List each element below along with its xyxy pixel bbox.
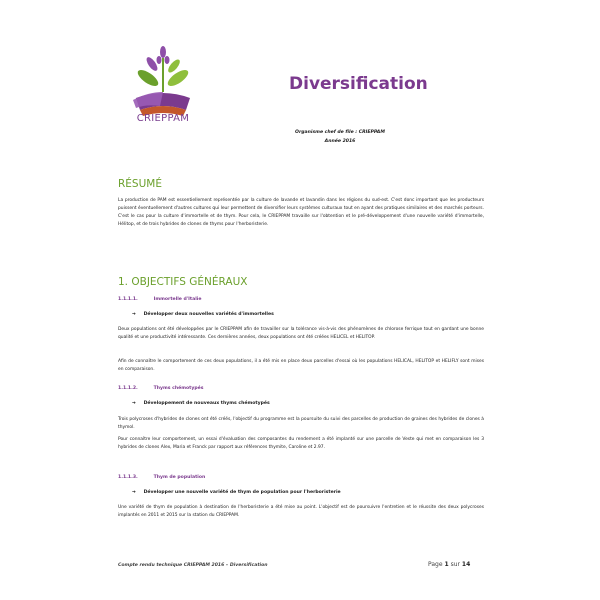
section-title: Thym de population [153,475,206,480]
section-heading-thym-population [118,475,205,480]
section-heading-immortelle [118,297,201,302]
section-title: Thyms chémotypés [153,386,204,391]
section-number: 1.1.1.2. [118,386,138,391]
meta-organisme: Organisme chef de file : CRIEPPAM [295,130,385,135]
resume-heading: RÉSUMÉ [118,178,162,190]
section-heading-thyms-chemotypes [118,386,204,391]
section-paragraph: Pour connaître leur comportement, un essai d'évaluation des composantes du rendement a été implanté sur une parcelle de Veste qui met en comparaison les 3 hybrides de clones Alex, Maria et Franck par rapport aux références thymite, Caroline et 2.97. [118,437,484,450]
logo-text: CRIEPPAM [136,113,190,124]
bullet-text: Développement de nouveaux thyms chémotypés [143,401,270,406]
arrow-icon: ➔ [132,490,136,495]
page-sep: sur [450,561,460,568]
bullet-text: Développer deux nouvelles variétés d'immortelles [143,312,274,317]
section-number: 1.1.1.3. [118,475,138,480]
section-bullet [132,490,341,495]
section-title: Immortelle d'Italie [153,297,202,302]
bullet-text: Développer une nouvelle variété de thym de population pour l'herboristerie [143,490,341,495]
document-meta [260,128,420,146]
arrow-icon: ➔ [132,401,136,406]
section-number: 1.1.1.1. [118,297,138,302]
arrow-icon: ➔ [132,312,136,317]
section-bullet [132,312,274,317]
page-label: Page [428,561,443,568]
document-title: Diversification [289,74,428,94]
meta-annee: Année 2016 [324,139,356,144]
page-current: 1 [444,561,449,568]
section-paragraph: Une variété de thym de population à destination de l'herboristerie a été mise au point. L'objectif est de poursuivre l'entretien et le réussite des deux polycroses implantés en 2011 et 2015 sur la station du CRIEPPAM. [118,505,484,518]
section-paragraph: Trois polycroses d'hybrides de clones ont été créés, l'objectif du programme est la poursuite du suivi des parcelles de production de graines des hybrides de clones à thymol. [118,417,484,430]
page-counter [428,561,470,568]
resume-text: La production de PAM est essentiellement représentée par la culture de lavande et lavandin dans les régions du sud-est. C'est donc important que les producteurs puissent éventuellement d'autres cultures qui leur permettent de diversifier leurs systèmes culturaux tout en ayant des pratiques similaires et des marchés porteurs. C'est le cas pour la culture d'immortelle et de thym. Pour cela, le CRIEPPAM travaille sur l'obtention et le pré-développement d'une nouvelle variété d'immortelle, Hélitop, et de trois hybrides de clones de thyms pour l'herboristerie. [118,198,484,227]
section-paragraph: Afin de connaître le comportement de ces deux populations, il a été mis en place deux parcelles d'essai où les populations HELICAL, HELITOP et HELIFLY sont mises en comparaison. [118,359,484,372]
section-paragraph: Deux populations ont été développées par le CRIEPPAM afin de travailler sur la tolérance vis-à-vis des phénomènes de chlorose ferrique tout en gardant une bonne qualité et une productivité intéressante. Ces dernières années, deux populations ont été créées HELICEL et HELITOP. [118,327,484,340]
section-bullet [132,401,270,406]
page-total: 14 [461,561,471,568]
objectifs-heading: 1. OBJECTIFS GÉNÉRAUX [118,276,248,288]
footer-text: Compte rendu technique CRIEPPAM 2016 – Diversification [118,563,268,568]
